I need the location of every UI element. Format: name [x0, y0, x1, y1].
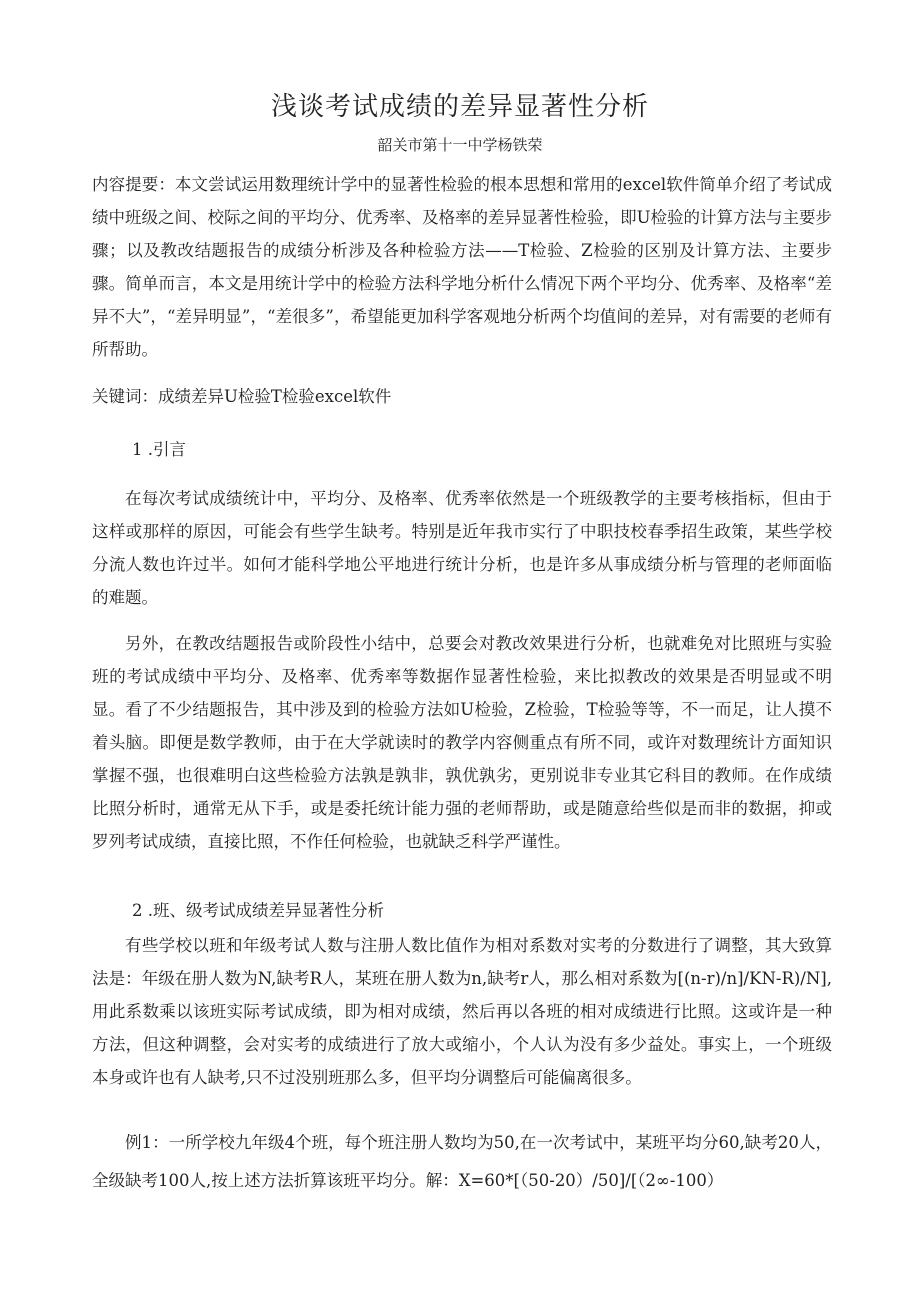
author-line: 韶关市第十一中学杨铁荣 — [377, 136, 543, 154]
section-1-heading: 1 .引言 — [132, 440, 186, 459]
section-2-heading: 2 .班、级考试成绩差异显著性分析 — [132, 901, 384, 920]
section-1-paragraph-2: 另外，在教改结题报告或阶段性小结中，总要会对教改效果进行分析，也就难免对比照班与实验班的考试成绩中平均分、及格率、优秀率等数据作显著性检验，来比拟教改的效果是否明显或不明显。看了不少结题报告，其中涉及到的检验方法如U检验，Z检验，T检验等等，不一而足，让人摸不着头脑。即便是数学教师，由于在大学就读时的教学内容侧重点有所不同，或许对数理统计方面知识掌握不强，也很难明白这些检验方法孰是孰非，孰优孰劣，更别说非专业其它科目的教师。在作成绩比照分析时，通常无从下手，或是委托统计能力强的老师帮助，或是随意给些似是而非的数据，抑或罗列考试成绩，直接比照，不作任何检验，也就缺乏科学严谨性。 — [92, 634, 832, 851]
section-2-example-paragraph: 例1：一所学校九年级4个班，每个班注册人数均为50,在一次考试中，某班平均分60,缺考20人，全级缺考100人,按上述方法折算该班平均分。解：X=60*[（50-20）/50]/[（2∞-100） — [92, 1133, 832, 1190]
section-2-paragraph-1: 有些学校以班和年级考试人数与注册人数比值作为相对系数对实考的分数进行了调整，其大致算法是：年级在册人数为N,缺考R人，某班在册人数为n,缺考r人，那么相对系数为[(n-r)/n]/KN-R)/N],用此系数乘以该班实际考试成绩，即为相对成绩，然后再以各班的相对成绩进行比照。这或许是一种方法，但这种调整，会对实考的成绩进行了放大或缩小，个人认为没有多少益处。事实上，一个班级本身或许也有人缺考,只不过没别班那么多，但平均分调整后可能偏离很多。 — [92, 936, 832, 1087]
document-title: 浅谈考试成绩的差异显著性分析 — [270, 92, 649, 122]
keywords-line: 关键词：成绩差异U检验T检验excel软件 — [92, 387, 392, 406]
section-1-paragraph-1: 在每次考试成绩统计中，平均分、及格率、优秀率依然是一个班级教学的主要考核指标，但由于这样或那样的原因，可能会有些学生缺考。特别是近年我市实行了中职技校春季招生政策，某些学校分流人数也许过半。如何才能科学地公平地进行统计分析，也是许多从事成绩分析与管理的老师面临的难题。 — [92, 489, 832, 607]
abstract-paragraph: 内容提要：本文尝试运用数理统计学中的显著性检验的根本思想和常用的excel软件简单介绍了考试成绩中班级之间、校际之间的平均分、优秀率、及格率的差异显著性检验，即U检验的计算方法与主要步骤；以及教改结题报告的成绩分析涉及各种检验方法——T检验、Z检验的区别及计算方法、主要步骤。简单而言，本文是用统计学中的检验方法科学地分析什么情况下两个平均分、优秀率、及格率“差异不大”，“差异明显”，“差很多”，希望能更加科学客观地分析两个均值间的差异，对有需要的老师有所帮助。 — [92, 175, 832, 359]
